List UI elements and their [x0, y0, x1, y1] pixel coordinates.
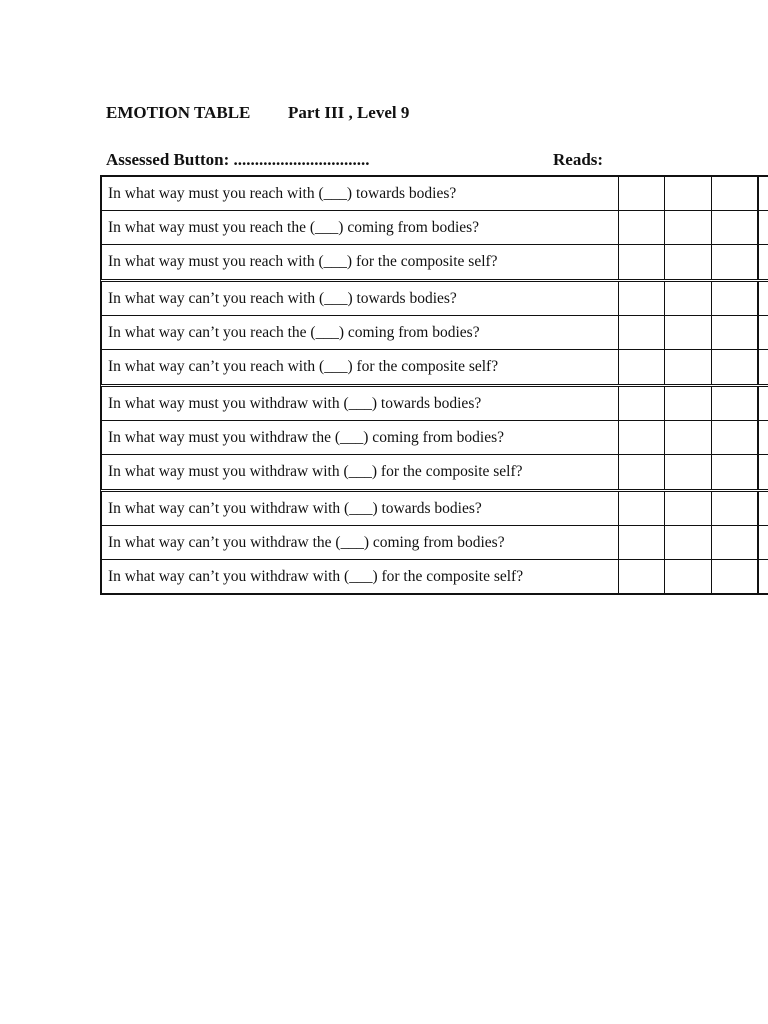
read-cell[interactable]	[711, 387, 758, 420]
read-cell[interactable]	[664, 316, 711, 349]
read-cell[interactable]	[618, 316, 665, 349]
table-row	[100, 455, 768, 492]
read-cell[interactable]	[711, 245, 758, 279]
question-text: In what way can’t you reach with (___) towards bodies?	[108, 290, 457, 307]
question-text: In what way can’t you withdraw with (___) towards bodies?	[108, 500, 482, 517]
emotion-table	[100, 175, 768, 595]
table-row	[100, 560, 768, 595]
document-title	[106, 103, 410, 123]
read-cell[interactable]	[757, 177, 768, 210]
title-text: EMOTION TABLE	[106, 103, 251, 122]
read-cell[interactable]	[711, 560, 758, 593]
read-cell[interactable]	[757, 350, 768, 384]
read-cell[interactable]	[711, 350, 758, 384]
table-row	[100, 245, 768, 282]
question-text: In what way must you reach the (___) coming from bodies?	[108, 219, 480, 236]
read-cell[interactable]	[664, 245, 711, 279]
assessed-button-label: Assessed Button: ................................	[106, 150, 370, 169]
read-cell[interactable]	[711, 526, 758, 559]
read-cell[interactable]	[757, 211, 768, 244]
read-cell[interactable]	[664, 387, 711, 420]
table-row	[100, 211, 768, 245]
read-cell[interactable]	[664, 282, 711, 315]
read-cell[interactable]	[664, 560, 711, 593]
read-cell[interactable]	[618, 245, 665, 279]
read-cell[interactable]	[664, 526, 711, 559]
question-text: In what way can’t you reach with (___) for the composite self?	[108, 358, 499, 375]
read-cell[interactable]	[757, 245, 768, 279]
read-cell[interactable]	[618, 560, 665, 593]
read-cell[interactable]	[664, 421, 711, 454]
question-text: In what way must you reach with (___) for the composite self?	[108, 253, 498, 270]
read-cell[interactable]	[757, 421, 768, 454]
read-cell[interactable]	[618, 177, 665, 210]
read-cell[interactable]	[618, 211, 665, 244]
read-cell[interactable]	[711, 282, 758, 315]
read-cell[interactable]	[757, 455, 768, 489]
part-level-text: Part III , Level 9	[288, 103, 410, 122]
table-row	[100, 316, 768, 350]
read-cell[interactable]	[757, 282, 768, 315]
question-text: In what way must you withdraw with (___) for the composite self?	[108, 463, 523, 480]
read-cell[interactable]	[757, 526, 768, 559]
question-text: In what way can’t you withdraw the (___) coming from bodies?	[108, 534, 505, 551]
table-row	[100, 421, 768, 455]
read-cell[interactable]	[618, 387, 665, 420]
read-cell[interactable]	[618, 526, 665, 559]
read-cell[interactable]	[711, 492, 758, 525]
read-cell[interactable]	[757, 387, 768, 420]
read-cell[interactable]	[711, 455, 758, 489]
read-cell[interactable]	[618, 282, 665, 315]
read-cell[interactable]	[664, 492, 711, 525]
read-cell[interactable]	[664, 177, 711, 210]
read-cell[interactable]	[618, 350, 665, 384]
read-cell[interactable]	[757, 492, 768, 525]
table-row	[100, 526, 768, 560]
read-cell[interactable]	[618, 421, 665, 454]
read-cell[interactable]	[711, 421, 758, 454]
read-cell[interactable]	[664, 350, 711, 384]
read-cell[interactable]	[711, 316, 758, 349]
read-cell[interactable]	[711, 177, 758, 210]
question-text: In what way must you withdraw the (___) coming from bodies?	[108, 429, 505, 446]
table-row	[100, 492, 768, 526]
read-cell[interactable]	[711, 211, 758, 244]
question-text: In what way must you reach with (___) towards bodies?	[108, 185, 457, 202]
read-cell[interactable]	[757, 316, 768, 349]
question-text: In what way must you withdraw with (___) towards bodies?	[108, 395, 482, 412]
question-text: In what way can’t you withdraw with (___) for the composite self?	[108, 568, 524, 585]
read-cell[interactable]	[618, 455, 665, 489]
read-cell[interactable]	[618, 492, 665, 525]
table-row	[100, 177, 768, 211]
table-row	[100, 350, 768, 387]
read-cell[interactable]	[664, 211, 711, 244]
question-text: In what way can’t you reach the (___) coming from bodies?	[108, 324, 480, 341]
read-cell[interactable]	[757, 560, 768, 593]
reads-label: Reads:	[553, 150, 604, 169]
table-row	[100, 282, 768, 316]
table-row	[100, 387, 768, 421]
read-cell[interactable]	[664, 455, 711, 489]
